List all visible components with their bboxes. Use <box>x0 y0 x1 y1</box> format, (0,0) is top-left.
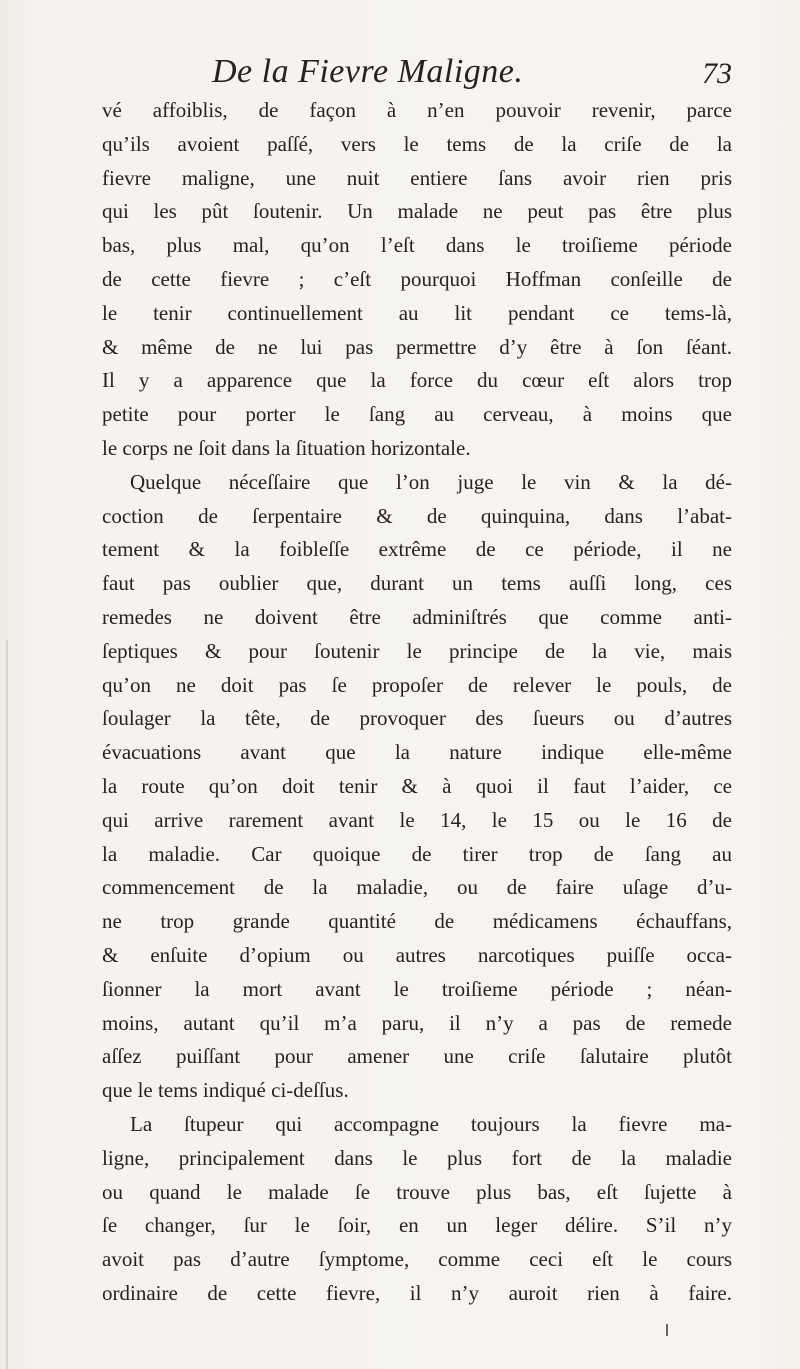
paragraph-start-line: Quelque néceſſaire que l’on juge le vin & la dé- <box>130 469 732 494</box>
paragraph-start-line: La ſtupeur qui accompagne toujours la fievre ma- <box>130 1111 732 1136</box>
text-line: tement & la foibleſſe extrême de ce période, il ne <box>102 537 732 562</box>
text-line: ſe changer, ſur le ſoir, en un leger délire. S’il n’y <box>102 1213 732 1238</box>
print-mark <box>666 1324 668 1336</box>
text-line: avoit pas d’autre ſymptome, comme ceci eſt le cours <box>102 1247 732 1272</box>
text-line: moins, autant qu’il m’a paru, il n’y a pas de remede <box>102 1010 732 1035</box>
running-title: De la Fievre Maligne. <box>212 53 524 90</box>
body-text <box>102 94 732 1311</box>
page-gutter-shadow <box>6 640 8 1369</box>
text-line: ordinaire de cette fievre, il n’y auroit rien à faire. <box>102 1280 732 1305</box>
text-line: remedes ne doivent être adminiſtrés que comme anti- <box>102 604 732 629</box>
text-line: aſſez puiſſant pour amener une criſe ſalutaire plutôt <box>102 1044 732 1069</box>
text-line: le corps ne ſoit dans la ſituation horizontale. <box>102 435 471 460</box>
text-line: le tenir continuellement au lit pendant ce tems-là, <box>102 300 732 325</box>
text-line: commencement de la maladie, ou de faire uſage d’u- <box>102 875 732 900</box>
text-line: qui les pût ſoutenir. Un malade ne peut pas être plus <box>102 199 732 224</box>
text-line: ou quand le malade ſe trouve plus bas, eſt ſujette à <box>102 1179 732 1204</box>
text-line: vé affoiblis, de façon à n’en pouvoir revenir, parce <box>102 98 732 122</box>
text-line: ne trop grande quantité de médicamens échauffans, <box>102 909 732 934</box>
text-line: la maladie. Car quoique de tirer trop de ſang au <box>102 841 732 866</box>
text-line: faut pas oublier que, durant un tems auſſi long, ces <box>102 571 732 596</box>
text-line: la route qu’on doit tenir & à quoi il faut l’aider, ce <box>102 773 732 798</box>
text-line: bas, plus mal, qu’on l’eſt dans le troiſieme période <box>102 233 732 258</box>
text-line: coction de ſerpentaire & de quinquina, dans l’abat- <box>102 503 732 528</box>
text-line: Il y a apparence que la force du cœur eſt alors trop <box>102 368 732 393</box>
text-line: ſeptiques & pour ſoutenir le principe de la vie, mais <box>102 638 732 663</box>
text-line: qu’ils avoient paſſé, vers le tems de la criſe de la <box>102 131 732 156</box>
text-line: ſionner la mort avant le troiſieme période ; néan- <box>102 976 732 1001</box>
text-line: de cette fievre ; c’eſt pourquoi Hoffman conſeille de <box>102 266 732 291</box>
text-line: qui arrive rarement avant le 14, le 15 ou le 16 de <box>102 807 732 832</box>
text-line: évacuations avant que la nature indique elle-même <box>102 740 732 765</box>
text-line: fievre maligne, une nuit entiere ſans avoir rien pris <box>102 165 732 190</box>
page-number: 73 <box>702 57 732 90</box>
text-line: & même de ne lui pas permettre d’y être à ſon ſéant. <box>102 334 732 359</box>
text-line: ligne, principalement dans le plus fort de la maladie <box>102 1145 732 1170</box>
text-line: ſoulager la tête, de provoquer des ſueurs ou d’autres <box>102 706 732 731</box>
text-line: petite pour porter le ſang au cerveau, à moins que <box>102 402 732 427</box>
text-line: que le tems indiqué ci-deſſus. <box>102 1078 349 1103</box>
text-line: & enſuite d’opium ou autres narcotiques puiſſe occa- <box>102 942 732 967</box>
text-line: qu’on ne doit pas ſe propoſer de relever le pouls, de <box>102 672 732 697</box>
